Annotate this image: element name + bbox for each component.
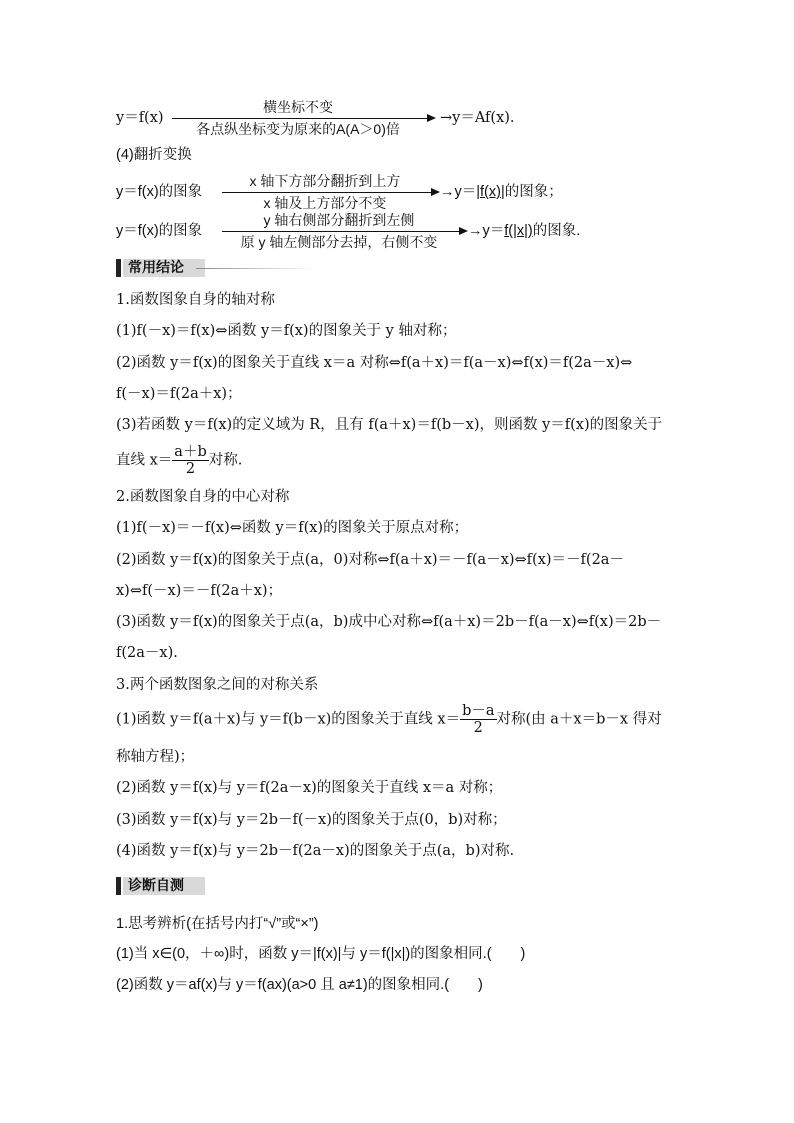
fraction-denominator: 2 xyxy=(185,461,196,477)
flip1-condition-top: x 轴下方部分翻折到上方 xyxy=(249,173,401,189)
flip2-condition-top: y 轴右侧部分翻折到左侧 xyxy=(263,212,415,228)
heading-marker xyxy=(116,259,121,277)
flip1-result-suffix: 的图象； xyxy=(504,184,563,200)
flip-transform-title: (4)翻折变换 xyxy=(116,147,192,163)
scale-transform-condition-bottom: 各点纵坐标变为原来的A(A＞0)倍 xyxy=(196,121,400,137)
scale-transform-condition-top: 横坐标不变 xyxy=(263,99,333,115)
question-1: (1)当 x∈(0，＋∞)时，函数 y＝|f(x)|与 y＝f(|x|)的图象相同.( ) xyxy=(116,946,526,962)
s1-3-suffix: 对称. xyxy=(208,452,243,469)
heading-title: 诊断自测 xyxy=(128,878,184,894)
fraction-numerator: a＋b xyxy=(174,444,207,460)
section1-item2-line2: f(－x)＝f(2a＋x)； xyxy=(116,386,242,402)
s1-3-prefix: 直线 x＝ xyxy=(116,452,173,469)
heading-divider xyxy=(196,268,316,269)
flip1-result-abs: |f(x)| xyxy=(476,184,505,200)
section1-item3-line2 xyxy=(116,444,242,477)
section2-item1: (1)f(－x)＝－f(x)⇔函数 y＝f(x)的图象关于原点对称； xyxy=(116,520,469,536)
flip1-result xyxy=(440,182,563,202)
section3-item4: (4)函数 y＝f(x)与 y＝2b－f(2a－x)的图象关于点(a，b)对称. xyxy=(116,843,515,859)
section2-item3-line1: (3)函数 y＝f(x)的图象关于点(a，b)成中心对称⇔f(a＋x)＝2b－f(a－x)⇔f(x)＝2b－ xyxy=(116,614,662,630)
flip2-result-suffix: 的图象. xyxy=(532,223,581,239)
flip2-result-abs: f(|x|) xyxy=(504,223,533,239)
section1-title: 1.函数图象自身的轴对称 xyxy=(116,292,275,308)
section3-item3: (3)函数 y＝f(x)与 y＝2b－f(－x)的图象关于点(0，b)对称； xyxy=(116,812,507,828)
section3-item1-line2: 称轴方程)； xyxy=(116,749,195,765)
flip1-condition-bottom: x 轴及上方部分不变 xyxy=(263,195,387,211)
section1-item3-line1: (3)若函数 y＝f(x)的定义域为 R，且有 f(a＋x)＝f(b－x)，则函数 y＝f(x)的图象关于 xyxy=(116,417,663,433)
section2-item3-line2: f(2a－x). xyxy=(116,645,178,661)
scale-transform-source: y＝f(x) xyxy=(116,110,164,126)
flip2-condition-bottom: 原 y 轴左侧部分去掉，右侧不变 xyxy=(240,234,438,250)
fraction-denominator: 2 xyxy=(473,720,483,736)
flip2-result-prefix: →y＝ xyxy=(468,223,505,239)
flip2-source: y＝f(x)的图象 xyxy=(116,223,203,239)
arrow-head-icon xyxy=(427,114,436,122)
fraction-a-plus-b-over-2 xyxy=(172,444,208,477)
fraction-numerator: b－a xyxy=(462,703,495,719)
section3-item1-line1 xyxy=(116,703,662,736)
question-2: (2)函数 y＝af(x)与 y＝f(ax)(a>0 且 a≠1)的图象相同.( ) xyxy=(116,977,483,993)
flip2-arrow xyxy=(222,207,468,255)
section1-item1: (1)f(－x)＝f(x)⇔函数 y＝f(x)的图象关于 y 轴对称； xyxy=(116,323,457,339)
flip2-result xyxy=(468,221,580,241)
section2-title: 2.函数图象自身的中心对称 xyxy=(116,489,290,505)
scale-transform-result: →y＝Af(x). xyxy=(440,110,515,126)
flip1-source: y＝f(x)的图象 xyxy=(116,184,203,200)
question-title: 1.思考辨析(在括号内打“√”或“×”) xyxy=(116,916,319,932)
scale-transform-arrow xyxy=(172,94,436,142)
s3-1-suffix: 对称(由 a＋x＝b－x 得对 xyxy=(496,711,662,728)
section2-item2-line1: (2)函数 y＝f(x)的图象关于点(a，0)对称⇔f(a＋x)＝－f(a－x)⇔f(x)＝－f(2a－ xyxy=(116,552,624,568)
fraction-b-minus-a-over-2 xyxy=(460,703,496,736)
arrow-head-icon xyxy=(431,188,440,196)
flip1-result-prefix: →y＝ xyxy=(440,184,477,200)
heading-marker xyxy=(116,877,121,895)
section3-item2: (2)函数 y＝f(x)与 y＝f(2a－x)的图象关于直线 x＝a 对称； xyxy=(116,780,503,796)
section-heading-diagnostic-test xyxy=(116,875,206,897)
arrow-head-icon xyxy=(459,227,468,235)
section1-item2-line1: (2)函数 y＝f(x)的图象关于直线 x＝a 对称⇔f(a＋x)＝f(a－x)⇔f(x)＝f(2a－x)⇔ xyxy=(116,355,633,371)
section3-title: 3.两个函数图象之间的对称关系 xyxy=(116,677,319,693)
section-heading-common-conclusions xyxy=(116,257,206,279)
s3-1-prefix: (1)函数 y＝f(a＋x)与 y＝f(b－x)的图象关于直线 x＝ xyxy=(116,711,461,728)
section2-item2-line2: x)⇔f(－x)＝－f(2a＋x)； xyxy=(116,583,283,599)
heading-title: 常用结论 xyxy=(128,260,184,276)
